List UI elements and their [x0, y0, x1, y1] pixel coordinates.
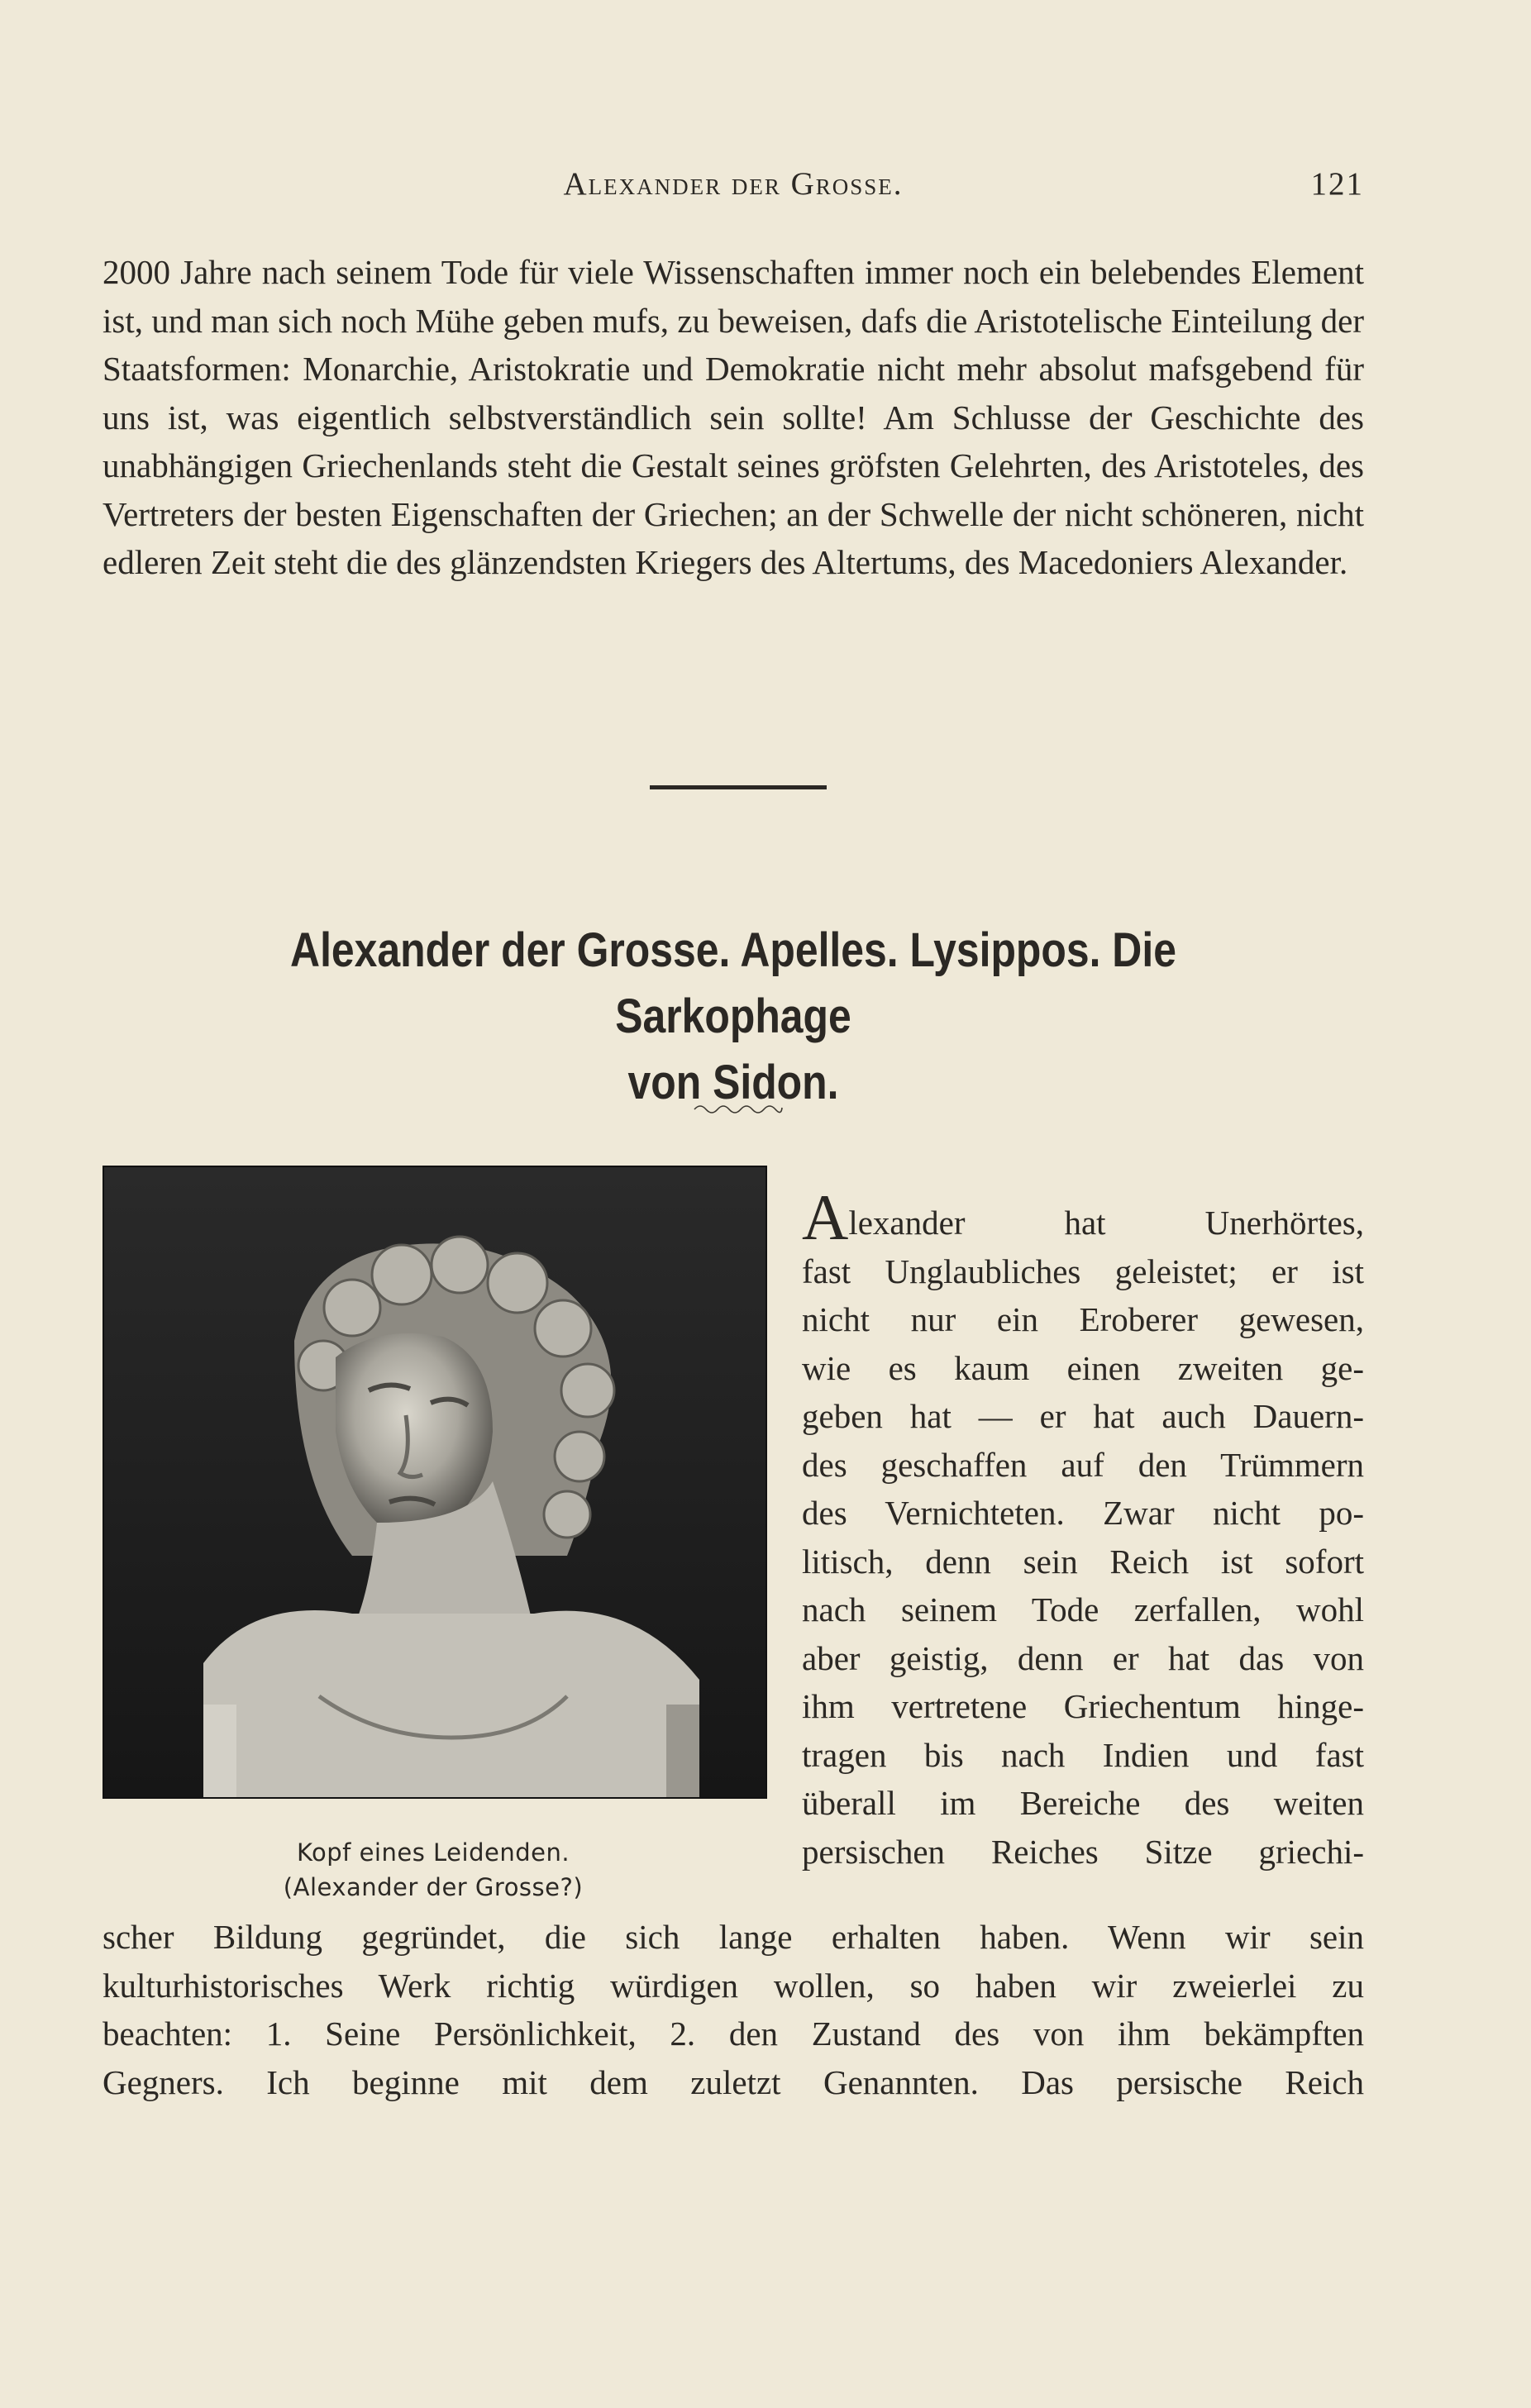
drop-cap: A [802, 1181, 849, 1253]
chapter-heading-line2: von Sidon. [627, 1056, 839, 1109]
text-line: persischen Reiches Sitze griechi- [802, 1832, 1364, 1871]
bust-illustration [104, 1167, 766, 1797]
text-line: beachten: 1. Seine Persönlichkeit, 2. den Zustand des von ihm bekämpften [103, 2015, 1364, 2053]
text-line: aber geistig, denn er hat das von [802, 1638, 1364, 1677]
text-line: Gegners. Ich beginne mit dem zuletzt Genannten. Das persische Reich [103, 2062, 1364, 2101]
text-line: tragen bis nach Indien und fast [802, 1735, 1364, 1774]
page-number: 121 [1310, 166, 1364, 202]
figure-caption-line1: Kopf eines Leidenden. [296, 1838, 570, 1867]
running-head [103, 165, 1364, 215]
full-width-text [103, 1913, 1364, 2106]
running-head-title: Alexander der Grosse. [563, 166, 904, 202]
text-line: scher Bildung gegründet, die sich lange erhalten haben. Wenn wir sein [103, 1918, 1364, 1956]
text-line: litisch, denn sein Reich ist sofort [802, 1542, 1364, 1581]
text-line: fast Unglaubliches geleistet; er ist [802, 1252, 1364, 1290]
text-line: ihm vertretene Griechentum hinge- [802, 1687, 1364, 1725]
sculpture-photo [103, 1166, 767, 1799]
text-line: Alexander hat Unerhörtes, [802, 1181, 1364, 1253]
chapter-heading [191, 918, 1276, 1116]
side-column-text [802, 1181, 1364, 1876]
text-line: nach seinem Tode zerfallen, wohl [802, 1590, 1364, 1628]
section-divider [650, 785, 827, 789]
text-line: kulturhistorisches Werk richtig würdigen wollen, so haben wir zweierlei zu [103, 1966, 1364, 2005]
text-line: überall im Bereiche des weiten [802, 1784, 1364, 1822]
text-line: nicht nur ein Eroberer gewesen, [802, 1300, 1364, 1338]
text-line: des geschaffen auf den Trümmern [802, 1445, 1364, 1484]
figure-caption-line2: (Alexander der Grosse?) [283, 1873, 584, 1901]
chapter-heading-line1: Alexander der Grosse. Apelles. Lysippos. Die Sarkophage [290, 923, 1176, 1043]
wave-ornament [693, 1099, 784, 1116]
text-line: wie es kaum einen zweiten ge- [802, 1348, 1364, 1387]
text-line: geben hat — er hat auch Dauern- [802, 1397, 1364, 1435]
text-line: des Vernichteten. Zwar nicht po- [802, 1494, 1364, 1532]
intro-paragraph: 2000 Jahre nach seinem Tode für viele Wissenschaften immer noch ein belebendes Element ist, und man sich noch Mühe geben mufs, zu beweisen, dafs die Aristotelische Einteilung der Staatsformen: Monarchie, Aristokratie und Demokratie nicht mehr absolut mafsgebend für uns ist, was eigentlich selbstverständlich sein sollte! Am Schlusse der Geschichte des unabhängigen Griechenlands steht die Gestalt seines gröfsten Gelehrten, des Aristoteles, des Vertreters der besten Eigenschaften der Griechen; an der Schwelle der nicht schöneren, nicht edleren Zeit steht die des glänzendsten Kriegers des Altertums, des Macedoniers Alexander. [103, 253, 1364, 581]
